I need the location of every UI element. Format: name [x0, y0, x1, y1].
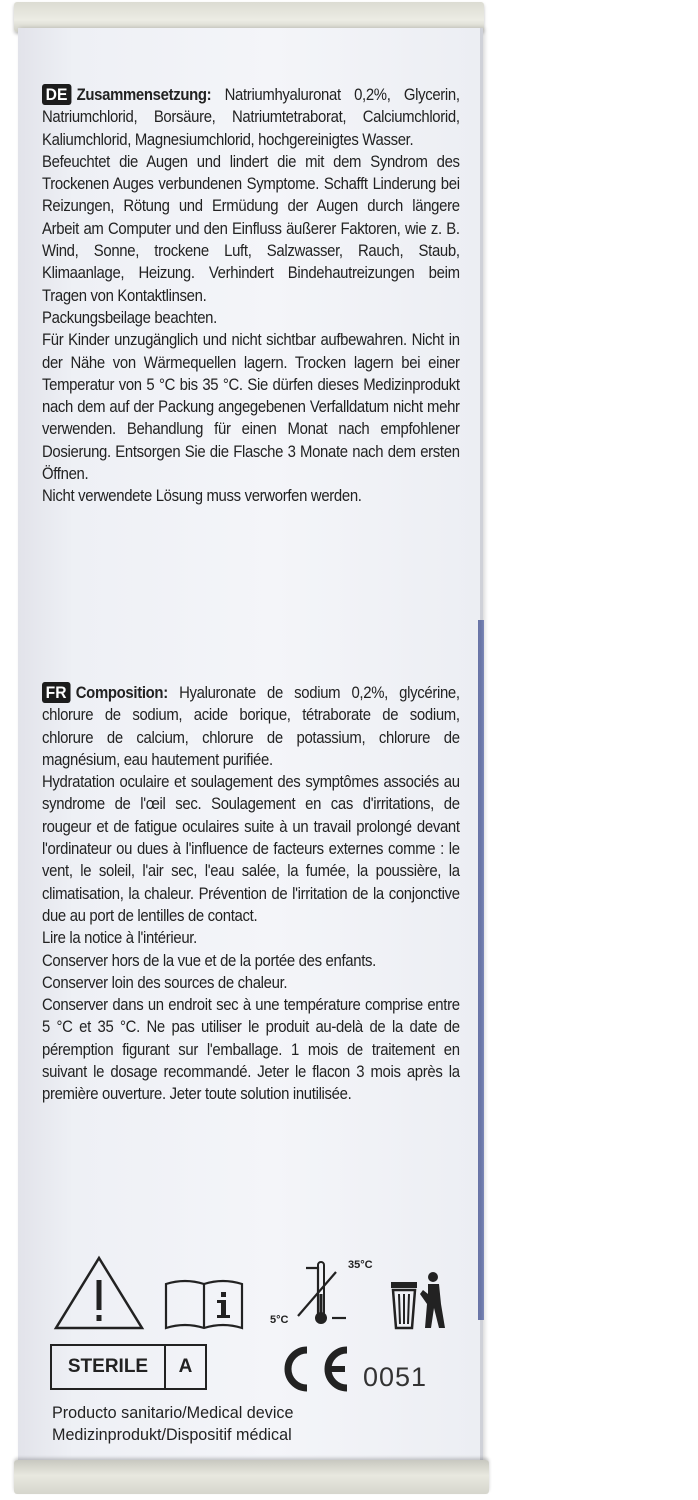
fr-composition-paragraph [42, 682, 460, 771]
ce-mark-icon [271, 1342, 355, 1396]
sterile-label: STERILE [52, 1346, 166, 1388]
de-composition-paragraph [42, 84, 460, 151]
de-leaflet: Packungsbeilage beachten. [42, 308, 217, 327]
temp-max-label: 35°C [348, 1259, 373, 1271]
fr-composition: Hyaluronate de sodium 0,2%, glycérine, chlorure de sodium, acide borique, tétraborate de sodium, chlorure de calcium, chlorure de potassium, chlorure de magnésium, eau hautement purifiée. [42, 684, 460, 769]
fr-language-badge: FR [42, 682, 70, 703]
german-section [42, 84, 460, 508]
de-heading: Zusammensetzung: [76, 86, 212, 104]
fr-heading: Composition: [75, 684, 168, 702]
fr-storage: Conserver dans un endroit sec à une température comprise entre 5 °C et 35 °C. Ne pas utiliser le produit au-delà de la date de péremption figurant sur l'emballage. 1 mois de traitement en suivant le dosage recommandé. Jeter le flacon 3 mois après la première ouverture. Jeter toute solution inutilisée. [42, 996, 460, 1104]
de-description: Befeuchtet die Augen und lindert die mit dem Syndrom des Trockenen Auges verbundenen Symptome. Schafft Linderung bei Reizungen, Rötung und Ermüdung der Augen durch längere Arbeit am Computer und den Einfluss äußerer Faktoren, wie z. B. Wind, Sonne, trockene Luft, Salzwasser, Rauch, Staub, Klimaanlage, Heizung. Verhindert Bindehautreizungen beim Tragen von Kontaktlinsen. [42, 152, 460, 305]
footer-line-1: Producto sanitario/Medical device [52, 1403, 294, 1422]
box-bottom-fold [14, 1460, 489, 1494]
de-language-badge: DE [42, 84, 71, 105]
french-section [42, 682, 460, 1106]
fr-heat: Conserver loin des sources de chaleur. [42, 973, 288, 992]
temp-min-label: 5°C [270, 1314, 289, 1326]
de-storage: Für Kinder unzugänglich und nicht sichtbar aufbewahren. Nicht in der Nähe von Wärmequellen lagern. Trocken lagern bei einer Temperatur von 5 °C bis 35 °C. Sie dürfen dieses Medizinprodukt nach dem auf der Packung angegebenen Verfalldatum nicht mehr verwenden. Behandlung für einen Monat nach empfohlener Dosierung. Entsorgen Sie die Flasche 3 Monate nach dem ersten Öffnen. [42, 331, 460, 484]
dispose-in-bin-icon [387, 1268, 447, 1334]
de-discard: Nicht verwendete Lösung muss verworfen werden. [42, 487, 362, 506]
sterile-symbol [50, 1344, 207, 1390]
consult-instructions-icon [163, 1276, 245, 1332]
fr-keep-away: Conserver hors de la vue et de la portée des enfants. [42, 951, 376, 970]
de-composition: Natriumhyaluronat 0,2%, Glycerin, Natriumchlorid, Borsäure, Natriumtetraborat, Calciumchlorid, Kaliumchlorid, Magnesiumchlorid, hochgereinigtes Wasser. [42, 86, 460, 149]
sterile-method: A [178, 1356, 193, 1377]
fr-description: Hydratation oculaire et soulagement des symptômes associés au syndrome de l'œil sec. Soulagement en cas d'irritations, de rougeur et de fatigue oculaires suite à un travail prolongé devant l'ordinateur ou dues à l'influence de facteurs externes comme : le vent, le soleil, l'air sec, l'eau salée, la fumée, la poussière, la climatisation, la chaleur. Prévention de l'irritation de la conjonctive due au port de lentilles de contact. [42, 773, 460, 925]
box-edge-stripe [478, 620, 484, 1320]
fr-leaflet: Lire la notice à l'intérieur. [42, 929, 197, 948]
footer-line-2: Medizinprodukt/Dispositif médical [52, 1425, 292, 1444]
notified-body-number: 0051 [363, 1362, 428, 1392]
warning-triangle-icon [52, 1254, 146, 1332]
